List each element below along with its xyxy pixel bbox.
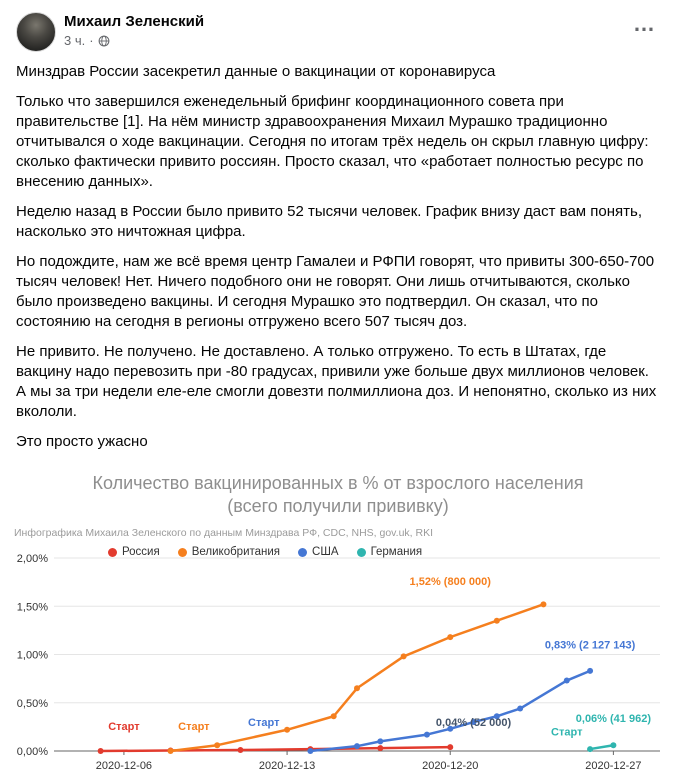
legend-dot-uk <box>178 548 187 557</box>
y-axis-label: 1,50% <box>16 601 48 614</box>
chart-annotation: Старт <box>108 720 140 733</box>
data-point-uk <box>447 634 453 640</box>
data-point-uk <box>168 748 174 754</box>
globe-privacy-icon <box>98 35 110 47</box>
series-line-uk <box>171 604 544 751</box>
post-paragraph: Только что завершился еженедельный брифинг координационного совета при правительстве [1]. На нём министр здравоохранения Михаил Мурашко традиционно отчитывался о ходе вакцинации. Сегодня по итогам трёх недель он скрыл главную цифру: сколько фактически привито россиян. Просто сказал, что «работает полностью ресурс по внесению данных». <box>16 93 649 190</box>
chart-annotation: Старт <box>178 720 210 733</box>
y-axis-label: 1,00% <box>16 649 48 662</box>
chart-annotation: 0,06% (41 962) <box>575 713 651 726</box>
data-point-russia <box>447 744 453 750</box>
y-axis-label: 0,50% <box>16 697 48 710</box>
y-axis-label: 0,00% <box>16 746 48 758</box>
x-axis-label: 2020-12-13 <box>258 760 316 772</box>
y-axis-label: 2,00% <box>16 553 48 565</box>
chart-annotation: 0,83% (2 127 143) <box>544 639 636 652</box>
x-axis-label: 2020-12-06 <box>95 760 153 772</box>
data-point-usa <box>564 678 570 684</box>
meta-separator: · <box>89 33 94 48</box>
post-paragraph: Не привито. Не получено. Не доставлено. А только отгружено. То есть в Штатах, где вакцину надо перевозить при -80 градусах, привили уже больше двух миллионов человек. А мы за три недели еле-еле смогли довезти полмиллиона доз. И непонятно, сколько из них вкололи. <box>16 343 657 420</box>
chart-title-line2: (всего получили прививку) <box>227 496 449 516</box>
data-point-uk <box>214 742 220 748</box>
post-header <box>0 0 676 56</box>
timestamp[interactable]: 3 ч. <box>64 33 86 48</box>
data-point-uk <box>494 618 500 624</box>
legend-dot-germany <box>357 548 366 557</box>
post-body <box>0 62 676 452</box>
x-axis-label: 2020-12-27 <box>585 760 642 772</box>
legend-label: Россия <box>122 546 160 558</box>
post-paragraph: Неделю назад в России было привито 52 тысячи человек. График внизу даст вам понять, насколько это ничтожная цифра. <box>16 203 643 240</box>
data-point-russia <box>237 747 243 753</box>
data-point-russia <box>377 745 383 751</box>
vaccination-chart <box>0 462 676 776</box>
post-paragraph: Но подождите, нам же всё время центр Гамалеи и РФПИ говорят, что привиты 300-650-700 тысяч человек! Нет. Ничего подобного они не говорят. Они лишь отчитываются, сколько было произведено вакцины. И сегодня Мурашко это подтвердил. Он сказал, что по состоянию на сегодня в регионы отгружено всего 507 тысяч доз. <box>16 253 655 330</box>
chart-annotation: Старт <box>551 726 583 739</box>
legend-item-russia <box>108 546 160 558</box>
legend-item-uk <box>178 546 280 558</box>
chart-plot-area <box>0 546 676 776</box>
series-line-russia <box>101 747 451 751</box>
chart-subtitle: Инфографика Михаила Зеленского по данным Минздрава РФ, CDC, NHS, gov.uk, RKI <box>14 527 433 539</box>
legend-label: Великобритания <box>191 546 281 558</box>
post-paragraph: Это просто ужасно <box>16 433 148 450</box>
data-point-uk <box>540 601 546 607</box>
legend-label: США <box>312 546 339 558</box>
chart-annotation: Старт <box>248 716 280 729</box>
data-point-usa <box>307 748 313 754</box>
post-paragraph: Минздрав России засекретил данные о вакцинации от коронавируса <box>16 63 496 80</box>
data-point-usa <box>587 668 593 674</box>
series-line-germany <box>590 745 613 749</box>
data-point-uk <box>401 653 407 659</box>
x-axis-label: 2020-12-20 <box>422 760 479 772</box>
data-point-germany <box>587 746 593 752</box>
data-point-uk <box>284 727 290 733</box>
chart-title: Количество вакцинированных в % от взрослого населения <box>92 473 584 493</box>
data-point-usa <box>517 706 523 712</box>
data-point-usa <box>354 743 360 749</box>
legend-dot-russia <box>108 548 117 557</box>
data-point-usa <box>377 738 383 744</box>
chart-annotation: 0,04% (52 000) <box>435 716 512 729</box>
author-name[interactable]: Михаил Зеленский <box>64 13 205 30</box>
more-options-icon[interactable]: … <box>633 11 656 36</box>
legend-dot-usa <box>298 548 307 557</box>
data-point-russia <box>98 748 104 754</box>
data-point-uk <box>354 685 360 691</box>
avatar[interactable] <box>16 12 56 52</box>
data-point-usa <box>424 732 430 738</box>
chart-legend <box>108 545 676 559</box>
legend-label: Германия <box>370 546 423 558</box>
chart-annotation: 1,52% (800 000) <box>409 576 491 589</box>
data-point-germany <box>610 742 616 748</box>
legend-item-germany <box>357 546 423 558</box>
post-meta <box>64 32 204 49</box>
series-line-usa <box>310 671 590 751</box>
data-point-uk <box>331 713 337 719</box>
legend-item-usa <box>298 546 339 558</box>
